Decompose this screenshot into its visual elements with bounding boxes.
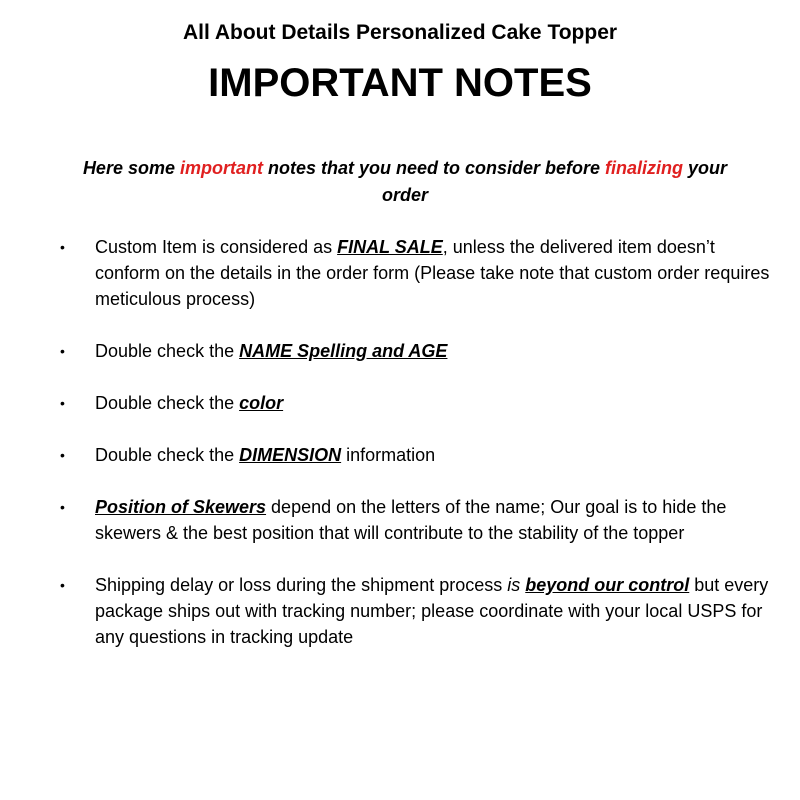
note-text: , unless the delivered item doesn’t conform on the details in the order form (Please take note that custom order requires meticulous process): [95, 237, 770, 309]
note-item-skewers: [0, 494, 800, 546]
note-emphasis: NAME Spelling and AGE: [239, 341, 448, 361]
intro-part-1: Here some: [82, 158, 180, 178]
intro-part-2: notes that you need to consider before: [263, 158, 606, 178]
note-text: information: [341, 445, 436, 465]
intro-text: [60, 155, 750, 209]
note-text: but every package ships out with tracking number; please coordinate with your local USPS for any questions in tracking update: [95, 575, 769, 647]
intro-highlight-important: important: [180, 158, 263, 178]
note-italic: is: [507, 575, 521, 595]
note-item-name-age: [0, 338, 800, 364]
page-subtitle: All About Details Personalized Cake Topper: [182, 21, 618, 44]
note-emphasis: color: [239, 393, 284, 413]
note-text: Double check the: [95, 341, 240, 361]
bullet-icon: •: [60, 343, 65, 359]
intro-part-3: your order: [381, 158, 728, 205]
bullet-icon: •: [60, 577, 65, 593]
note-emphasis: Position of Skewers: [95, 497, 267, 517]
note-text: depend on the letters of the name; Our goal is to hide the skewers & the best position that will contribute to the stability of the topper: [95, 497, 727, 543]
note-item-dimension: [0, 442, 800, 468]
note-item-final-sale: [0, 234, 800, 312]
bullet-icon: •: [60, 395, 65, 411]
bullet-icon: •: [60, 447, 65, 463]
intro-highlight-finalizing: finalizing: [605, 158, 684, 178]
bullet-icon: •: [60, 499, 65, 515]
note-item-color: [0, 390, 800, 416]
note-emphasis: beyond our control: [525, 575, 690, 595]
note-text: Double check the: [95, 445, 240, 465]
note-text: Double check the: [95, 393, 240, 413]
note-emphasis: DIMENSION: [239, 445, 342, 465]
note-emphasis: FINAL SALE: [337, 237, 443, 257]
notes-list: [0, 234, 800, 676]
note-text: Shipping delay or loss during the shipment process: [95, 575, 508, 595]
note-item-shipping: [0, 572, 800, 650]
page-title: IMPORTANT NOTES: [208, 61, 592, 105]
bullet-icon: •: [60, 239, 65, 255]
note-text: Custom Item is considered as: [95, 237, 338, 257]
